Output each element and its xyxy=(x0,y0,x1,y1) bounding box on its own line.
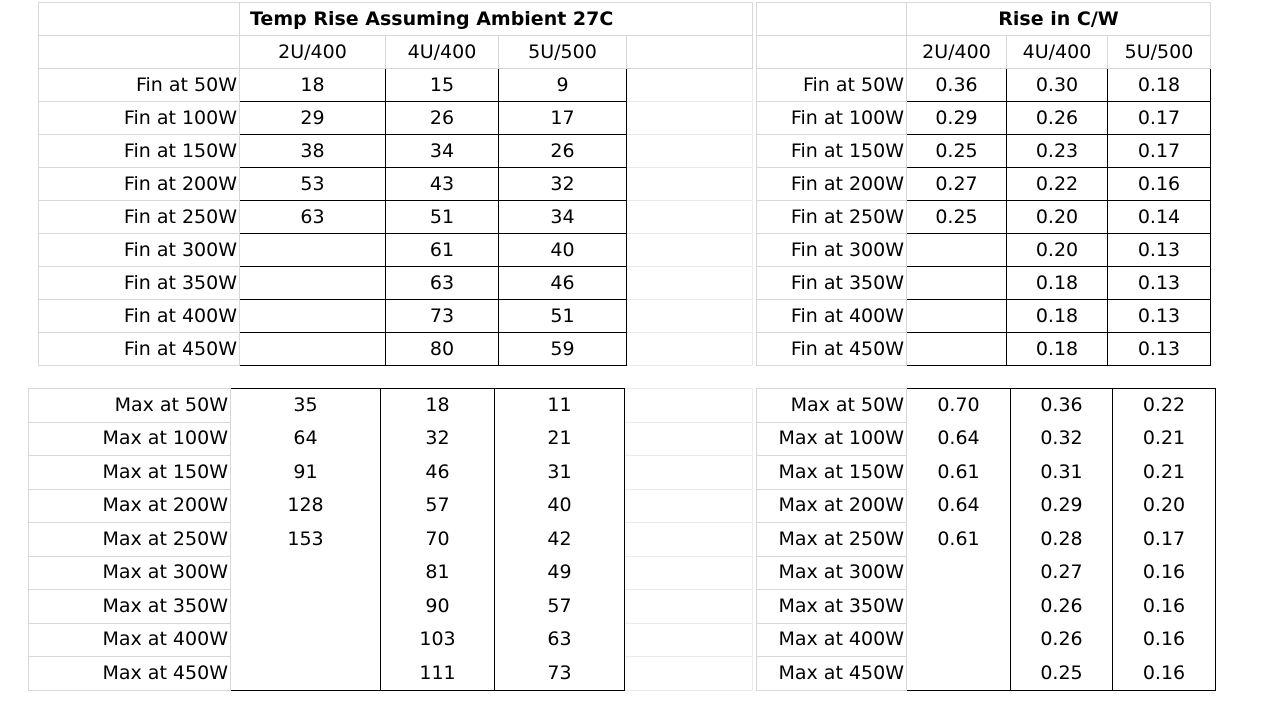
row-label[interactable]: Max at 100W xyxy=(757,422,907,456)
value-cell[interactable]: 0.31 xyxy=(1011,456,1113,490)
table-row xyxy=(757,300,1211,333)
value-cell[interactable]: 153 xyxy=(231,523,381,557)
empty-cell[interactable] xyxy=(625,657,753,691)
value-cell[interactable]: 0.22 xyxy=(1007,168,1108,201)
value-cell[interactable]: 0.22 xyxy=(1113,389,1216,423)
empty-cell[interactable] xyxy=(627,333,753,366)
empty-cell[interactable] xyxy=(627,234,753,267)
empty-cell[interactable] xyxy=(625,489,753,523)
value-cell[interactable]: 63 xyxy=(240,201,386,234)
value-cell[interactable] xyxy=(907,333,1007,366)
empty-cell[interactable] xyxy=(625,422,753,456)
value-cell[interactable]: 32 xyxy=(499,168,627,201)
value-cell[interactable]: 0.64 xyxy=(907,489,1011,523)
value-cell[interactable]: 0.21 xyxy=(1113,422,1216,456)
value-cell[interactable]: 35 xyxy=(231,389,381,423)
value-cell[interactable]: 38 xyxy=(240,135,386,168)
value-cell[interactable]: 26 xyxy=(386,102,499,135)
row-label[interactable]: Max at 250W xyxy=(757,523,907,557)
value-cell[interactable]: 17 xyxy=(499,102,627,135)
rise-cw-title[interactable]: Rise in C/W xyxy=(907,3,1211,36)
row-label[interactable]: Max at 350W xyxy=(757,590,907,624)
value-cell[interactable] xyxy=(240,234,386,267)
value-cell[interactable]: 128 xyxy=(231,489,381,523)
table-row xyxy=(757,135,1211,168)
table-row xyxy=(757,389,1216,423)
value-cell[interactable]: 0.21 xyxy=(1113,456,1216,490)
value-cell[interactable]: 18 xyxy=(240,69,386,102)
value-cell[interactable]: 0.18 xyxy=(1007,267,1108,300)
empty-cell[interactable] xyxy=(627,300,753,333)
value-cell[interactable]: 0.26 xyxy=(1011,623,1113,657)
value-cell[interactable]: 51 xyxy=(499,300,627,333)
table-row xyxy=(39,168,753,201)
value-cell[interactable] xyxy=(907,234,1007,267)
table-row xyxy=(29,590,753,624)
value-cell[interactable]: 64 xyxy=(231,422,381,456)
col-header[interactable]: 2U/400 xyxy=(240,36,386,69)
table-row xyxy=(29,489,753,523)
value-cell[interactable]: 43 xyxy=(386,168,499,201)
value-cell[interactable]: 40 xyxy=(499,234,627,267)
value-cell[interactable]: 0.18 xyxy=(1007,333,1108,366)
col-header[interactable]: 5U/500 xyxy=(499,36,627,69)
value-cell[interactable]: 46 xyxy=(499,267,627,300)
row-label[interactable]: Fin at 250W xyxy=(757,201,907,234)
table-row xyxy=(757,623,1216,657)
row-label[interactable]: Fin at 350W xyxy=(39,267,240,300)
value-cell[interactable]: 0.27 xyxy=(907,168,1007,201)
table-row xyxy=(757,456,1216,490)
value-cell[interactable]: 0.13 xyxy=(1108,234,1211,267)
value-cell[interactable]: 0.61 xyxy=(907,523,1011,557)
value-cell[interactable]: 0.61 xyxy=(907,456,1011,490)
row-label[interactable]: Max at 400W xyxy=(29,623,231,657)
table-row xyxy=(39,300,753,333)
value-cell[interactable] xyxy=(231,623,381,657)
value-cell[interactable]: 0.25 xyxy=(1011,657,1113,691)
value-cell[interactable]: 18 xyxy=(381,389,495,423)
value-cell[interactable]: 0.70 xyxy=(907,389,1011,423)
table-row xyxy=(757,333,1211,366)
value-cell[interactable]: 32 xyxy=(381,422,495,456)
temp-rise-table xyxy=(38,2,753,366)
value-cell[interactable]: 111 xyxy=(381,657,495,691)
row-label[interactable]: Max at 300W xyxy=(29,556,231,590)
value-cell[interactable]: 0.36 xyxy=(1011,389,1113,423)
value-cell[interactable]: 34 xyxy=(499,201,627,234)
value-cell[interactable] xyxy=(907,590,1011,624)
value-cell[interactable]: 0.16 xyxy=(1113,556,1216,590)
value-cell[interactable]: 49 xyxy=(495,556,625,590)
empty-cell[interactable] xyxy=(627,69,753,102)
row-label[interactable]: Fin at 200W xyxy=(757,168,907,201)
value-cell[interactable]: 103 xyxy=(381,623,495,657)
row-label[interactable]: Fin at 250W xyxy=(39,201,240,234)
row-label[interactable]: Max at 450W xyxy=(757,657,907,691)
col-header[interactable]: 2U/400 xyxy=(907,36,1007,69)
value-cell[interactable]: 0.25 xyxy=(907,135,1007,168)
corner-cell[interactable] xyxy=(757,3,907,36)
table-row xyxy=(757,422,1216,456)
empty-cell[interactable] xyxy=(627,168,753,201)
value-cell[interactable]: 11 xyxy=(495,389,625,423)
row-label[interactable]: Fin at 300W xyxy=(757,234,907,267)
rise-cw-table xyxy=(756,2,1211,366)
value-cell[interactable]: 63 xyxy=(495,623,625,657)
row-label[interactable]: Max at 350W xyxy=(29,590,231,624)
row-label[interactable]: Fin at 200W xyxy=(39,168,240,201)
value-cell[interactable]: 29 xyxy=(240,102,386,135)
value-cell[interactable]: 15 xyxy=(386,69,499,102)
row-label[interactable]: Max at 50W xyxy=(757,389,907,423)
row-label[interactable]: Max at 200W xyxy=(29,489,231,523)
value-cell[interactable]: 0.14 xyxy=(1108,201,1211,234)
corner-cell[interactable] xyxy=(39,3,240,36)
value-cell[interactable]: 0.16 xyxy=(1108,168,1211,201)
table-row xyxy=(39,234,753,267)
table-row xyxy=(39,102,753,135)
value-cell[interactable]: 42 xyxy=(495,523,625,557)
table-row xyxy=(757,69,1211,102)
value-cell[interactable]: 0.29 xyxy=(1011,489,1113,523)
table-row xyxy=(757,267,1211,300)
value-cell[interactable]: 51 xyxy=(386,201,499,234)
value-cell[interactable]: 46 xyxy=(381,456,495,490)
value-cell[interactable] xyxy=(231,556,381,590)
table-row xyxy=(39,201,753,234)
row-label[interactable]: Fin at 350W xyxy=(757,267,907,300)
value-cell[interactable]: 91 xyxy=(231,456,381,490)
value-cell[interactable]: 0.23 xyxy=(1007,135,1108,168)
value-cell[interactable]: 0.17 xyxy=(1113,523,1216,557)
value-cell[interactable]: 0.29 xyxy=(907,102,1007,135)
empty-cell[interactable] xyxy=(625,523,753,557)
value-cell[interactable]: 73 xyxy=(495,657,625,691)
value-cell[interactable]: 0.26 xyxy=(1011,590,1113,624)
row-label[interactable]: Fin at 400W xyxy=(757,300,907,333)
value-cell[interactable]: 0.13 xyxy=(1108,267,1211,300)
value-cell[interactable] xyxy=(231,657,381,691)
row-label[interactable]: Fin at 450W xyxy=(757,333,907,366)
value-cell[interactable]: 0.13 xyxy=(1108,300,1211,333)
value-cell[interactable]: 0.30 xyxy=(1007,69,1108,102)
corner-cell[interactable] xyxy=(757,36,907,69)
row-label[interactable]: Fin at 300W xyxy=(39,234,240,267)
row-label[interactable]: Fin at 100W xyxy=(757,102,907,135)
row-label[interactable]: Fin at 100W xyxy=(39,102,240,135)
row-label[interactable]: Max at 300W xyxy=(757,556,907,590)
value-cell[interactable]: 21 xyxy=(495,422,625,456)
table-row xyxy=(757,657,1216,691)
empty-cell[interactable] xyxy=(627,102,753,135)
row-label[interactable]: Fin at 400W xyxy=(39,300,240,333)
col-header[interactable]: 4U/400 xyxy=(386,36,499,69)
value-cell[interactable]: 80 xyxy=(386,333,499,366)
value-cell[interactable]: 63 xyxy=(386,267,499,300)
row-label[interactable]: Fin at 150W xyxy=(757,135,907,168)
empty-cell[interactable] xyxy=(625,623,753,657)
value-cell[interactable]: 0.13 xyxy=(1108,333,1211,366)
row-label[interactable]: Fin at 50W xyxy=(757,69,907,102)
row-label[interactable]: Max at 150W xyxy=(29,456,231,490)
table-row xyxy=(757,489,1216,523)
value-cell[interactable]: 0.16 xyxy=(1113,590,1216,624)
value-cell[interactable]: 81 xyxy=(381,556,495,590)
table-row xyxy=(29,623,753,657)
value-cell[interactable] xyxy=(240,333,386,366)
value-cell[interactable]: 0.16 xyxy=(1113,657,1216,691)
value-cell[interactable]: 53 xyxy=(240,168,386,201)
table-row xyxy=(29,389,753,423)
value-cell[interactable] xyxy=(231,590,381,624)
row-label[interactable]: Fin at 450W xyxy=(39,333,240,366)
table-row xyxy=(39,69,753,102)
empty-cell[interactable] xyxy=(625,590,753,624)
value-cell[interactable] xyxy=(907,300,1007,333)
value-cell[interactable]: 0.28 xyxy=(1011,523,1113,557)
value-cell[interactable]: 0.36 xyxy=(907,69,1007,102)
table-row xyxy=(39,135,753,168)
value-cell[interactable] xyxy=(240,300,386,333)
value-cell[interactable]: 0.32 xyxy=(1011,422,1113,456)
max-rise-cw-table xyxy=(756,388,1216,691)
value-cell[interactable] xyxy=(907,556,1011,590)
row-label[interactable]: Fin at 150W xyxy=(39,135,240,168)
value-cell[interactable]: 0.18 xyxy=(1108,69,1211,102)
table-row xyxy=(757,523,1216,557)
value-cell[interactable]: 57 xyxy=(381,489,495,523)
row-label[interactable]: Max at 250W xyxy=(29,523,231,557)
value-cell[interactable]: 70 xyxy=(381,523,495,557)
row-label[interactable]: Max at 100W xyxy=(29,422,231,456)
value-cell[interactable] xyxy=(240,267,386,300)
table-row xyxy=(29,556,753,590)
row-label[interactable]: Max at 450W xyxy=(29,657,231,691)
value-cell[interactable]: 0.16 xyxy=(1113,623,1216,657)
table-row xyxy=(39,333,753,366)
value-cell[interactable]: 0.26 xyxy=(1007,102,1108,135)
value-cell[interactable] xyxy=(907,623,1011,657)
value-cell[interactable]: 26 xyxy=(499,135,627,168)
row-label[interactable]: Max at 150W xyxy=(757,456,907,490)
table-row xyxy=(29,422,753,456)
table-row xyxy=(29,523,753,557)
row-label[interactable]: Max at 50W xyxy=(29,389,231,423)
table-row xyxy=(757,234,1211,267)
value-cell[interactable]: 0.25 xyxy=(907,201,1007,234)
value-cell[interactable]: 59 xyxy=(499,333,627,366)
empty-cell[interactable] xyxy=(625,456,753,490)
value-cell[interactable]: 34 xyxy=(386,135,499,168)
value-cell[interactable]: 0.17 xyxy=(1108,135,1211,168)
empty-cell[interactable] xyxy=(625,389,753,423)
table-row xyxy=(757,201,1211,234)
table-row xyxy=(757,556,1216,590)
col-header[interactable]: 5U/500 xyxy=(1108,36,1211,69)
value-cell[interactable]: 9 xyxy=(499,69,627,102)
empty-cell[interactable] xyxy=(627,267,753,300)
value-cell[interactable]: 90 xyxy=(381,590,495,624)
row-label[interactable]: Max at 200W xyxy=(757,489,907,523)
value-cell[interactable]: 0.20 xyxy=(1113,489,1216,523)
max-temp-rise-table xyxy=(28,388,753,691)
value-cell[interactable]: 0.17 xyxy=(1108,102,1211,135)
empty-cell[interactable] xyxy=(627,201,753,234)
value-cell[interactable]: 0.18 xyxy=(1007,300,1108,333)
row-label[interactable]: Fin at 50W xyxy=(39,69,240,102)
row-label[interactable]: Max at 400W xyxy=(757,623,907,657)
value-cell[interactable]: 0.27 xyxy=(1011,556,1113,590)
empty-cell[interactable] xyxy=(627,36,753,69)
value-cell[interactable]: 0.64 xyxy=(907,422,1011,456)
corner-cell[interactable] xyxy=(39,36,240,69)
empty-cell[interactable] xyxy=(627,135,753,168)
value-cell[interactable]: 73 xyxy=(386,300,499,333)
table-row xyxy=(29,456,753,490)
value-cell[interactable] xyxy=(907,657,1011,691)
value-cell[interactable]: 0.20 xyxy=(1007,201,1108,234)
value-cell[interactable]: 40 xyxy=(495,489,625,523)
table-row xyxy=(39,267,753,300)
table-row xyxy=(757,168,1211,201)
value-cell[interactable]: 57 xyxy=(495,590,625,624)
value-cell[interactable]: 61 xyxy=(386,234,499,267)
empty-cell[interactable] xyxy=(625,556,753,590)
table-row xyxy=(757,590,1216,624)
value-cell[interactable] xyxy=(907,267,1007,300)
table-row xyxy=(29,657,753,691)
value-cell[interactable]: 31 xyxy=(495,456,625,490)
temp-rise-title[interactable]: Temp Rise Assuming Ambient 27C xyxy=(240,3,753,36)
table-row xyxy=(757,102,1211,135)
col-header[interactable]: 4U/400 xyxy=(1007,36,1108,69)
value-cell[interactable]: 0.20 xyxy=(1007,234,1108,267)
